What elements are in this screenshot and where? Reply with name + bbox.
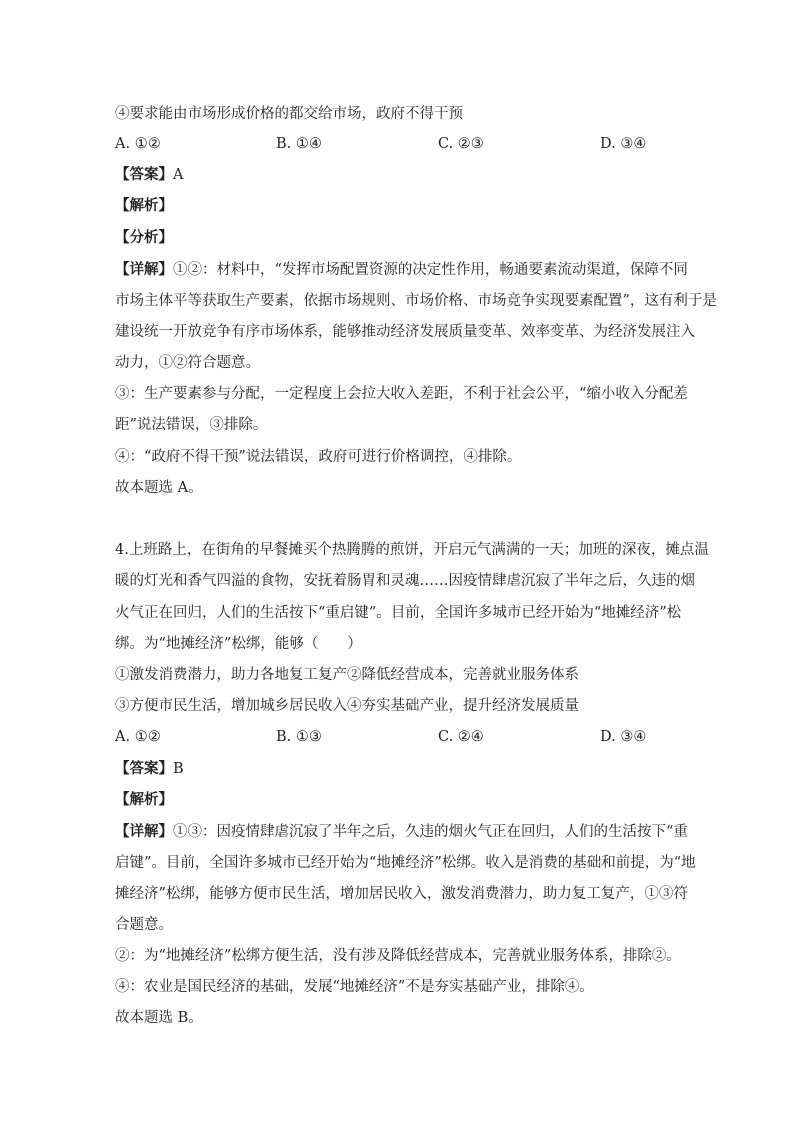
q4-detail-line-3: 摊经济”松绑，能够方便市民生活，增加居民收入，激发消费潜力，助力复工复产，①③符 bbox=[115, 886, 688, 902]
q3-answer-label: 答案 bbox=[129, 166, 159, 183]
q3-detail-line-6: 距”说法错误，③排除。 bbox=[115, 417, 268, 433]
q4-stem-line-4: 绑。为“地摊经济”松绑，能够（ ） bbox=[115, 636, 362, 652]
q3-detail-line-7: ④：“政府不得干预”说法错误，政府可进行价格调控，④排除。 bbox=[115, 449, 522, 465]
q4-detail-line-4: 合题意。 bbox=[115, 917, 173, 933]
q4-choice-line-2: ③方便市民生活，增加城乡居民收入④夯实基础产业，提升经济发展质量 bbox=[115, 698, 579, 714]
q3-option-b: B. ①④ bbox=[276, 136, 322, 152]
q3-option-a: A. ①② bbox=[115, 136, 161, 152]
q3-detail-line-3: 建设统一开放竞争有序市场体系，能够推动经济发展质量变革、效率变革、为经济发展注入 bbox=[115, 324, 695, 340]
q4-stem-line-2: 暖的灯光和香气四溢的食物，安抚着肠胃和灵魂……因疫情肆虐沉寂了半年之后，久违的烟 bbox=[115, 573, 695, 589]
q4-detail-line-2: 启键”。目前，全国许多城市已经开始为“地摊经济”松绑。收入是消费的基础和前提，为“地 bbox=[115, 855, 696, 871]
q3-item-4: ④要求能由市场形成价格的都交给市场，政府不得干预 bbox=[115, 106, 463, 122]
q3-detail-line-2: 市场主体平等获取生产要素，依据市场规则、市场价格、市场竞争实现要素配置”，这有利于是 bbox=[115, 293, 717, 309]
q3-detail-line-1: 【详解】①②：材料中，“发挥市场配置资源的决定性作用，畅通要素流动渠道，保障不同 bbox=[115, 261, 688, 278]
q4-option-b: B. ①③ bbox=[276, 729, 322, 745]
q3-option-c: C. ②③ bbox=[438, 136, 484, 152]
q3-detail-label: 详解 bbox=[129, 261, 159, 278]
q3-fenxi-label: 分析 bbox=[129, 229, 159, 246]
q4-conclusion: 故本题选 B。 bbox=[115, 1010, 203, 1026]
q4-option-d: D. ③④ bbox=[600, 729, 647, 745]
bracket-open: 【 bbox=[115, 166, 130, 183]
q4-detail-line-6: ④：农业是国民经济的基础，发展“地摊经济”不是夯实基础产业，排除④。 bbox=[115, 979, 594, 995]
q3-analysis-heading: 【解析】 bbox=[115, 197, 173, 214]
q3-conclusion: 故本题选 A。 bbox=[115, 480, 203, 496]
q4-detail-label: 详解 bbox=[129, 823, 159, 840]
q3-answer-value: A bbox=[173, 167, 184, 183]
q4-answer-label: 答案 bbox=[129, 760, 159, 777]
q3-answer-line bbox=[115, 165, 183, 185]
q4-stem-line-3: 火气正在回归，人们的生活按下“重启键”。目前，全国许多城市已经开始为“地摊经济”松 bbox=[115, 605, 682, 621]
q4-analysis-label: 解析 bbox=[129, 791, 159, 808]
q4-answer-value: B bbox=[173, 761, 184, 777]
q3-fenxi-heading: 【分析】 bbox=[115, 229, 173, 246]
q3-analysis-label: 解析 bbox=[129, 197, 159, 214]
q4-detail-line-1: 【详解】①③：因疫情肆虐沉寂了半年之后，久违的烟火气正在回归，人们的生活按下“重 bbox=[115, 823, 688, 840]
q4-detail-line-5: ②：为“地摊经济”松绑方便生活，没有涉及降低经营成本，完善就业服务体系，排除②。 bbox=[115, 948, 681, 964]
q4-stem-line-1: 4.上班路上，在街角的早餐摊买个热腾腾的煎饼，开启元气满满的一天；加班的深夜，摊点温 bbox=[115, 542, 709, 558]
q4-option-c: C. ②④ bbox=[438, 729, 484, 745]
q4-choice-line-1: ①激发消费潜力，助力各地复工复产②降低经营成本，完善就业服务体系 bbox=[115, 667, 579, 683]
q4-analysis-heading: 【解析】 bbox=[115, 791, 173, 808]
q3-detail-line-4: 动力，①②符合题意。 bbox=[115, 355, 260, 371]
q4-answer-line: 【答案】B bbox=[115, 760, 184, 777]
bracket-close: 】 bbox=[158, 166, 173, 183]
q3-detail-line-5: ③：生产要素参与分配，一定程度上会拉大收入差距，不利于社会公平，“缩小收入分配差 bbox=[115, 386, 688, 402]
q4-option-a: A. ①② bbox=[115, 729, 161, 745]
q3-option-d: D. ③④ bbox=[600, 136, 647, 152]
